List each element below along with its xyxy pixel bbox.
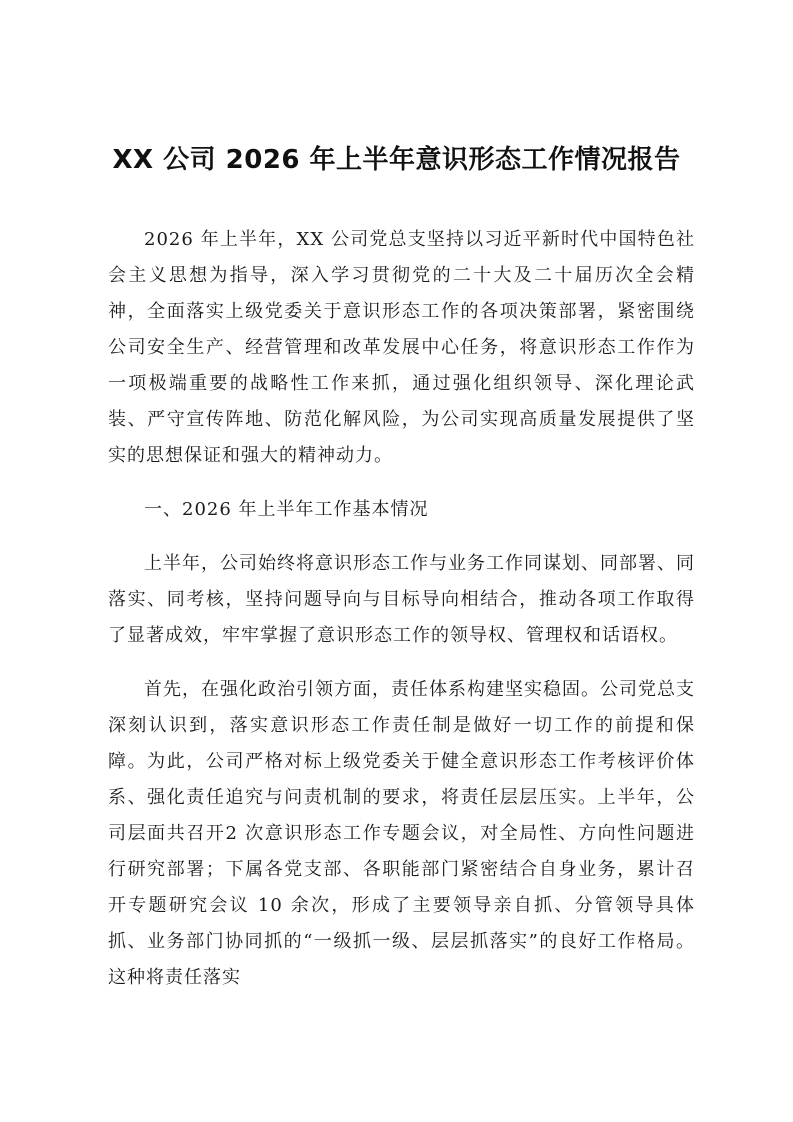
section-paragraph-2: 首先，在强化政治引领方面，责任体系构建坚实稳固。公司党总支深刻认识到，落实意识形态工作责任制是做好一切工作的前提和保障。为此，公司严格对标上级党委关于健全意识形态工作考核评价体系、强化责任追究与问责机制的要求，将责任层层压实。上半年，公司层面共召开2 次意识形态工作专题会议，对全局性、方向性问题进行研究部署；下属各党支部、各职能部门紧密结合自身业务，累计召开专题研究会议 10 余次，形成了主要领导亲自抓、分管领导具体抓、业务部门协同抓的“一级抓一级、层层抓落实”的良好工作格局。这种将责任落实 [108,679,695,988]
document-body [108,222,695,996]
section-heading: 一、2026 年上半年工作基本情况 [144,499,429,520]
section-paragraph-1: 上半年，公司始终将意识形态工作与业务工作同谋划、同部署、同落实、同考核，坚持问题导向与目标导向相结合，推动各项工作取得了显著成效，牢牢掌握了意识形态工作的领导权、管理权和话语权。 [108,553,695,646]
intro-paragraph: 2026 年上半年，XX 公司党总支坚持以习近平新时代中国特色社会主义思想为指导，深入学习贯彻党的二十大及二十届历次全会精神，全面落实上级党委关于意识形态工作的各项决策部署，紧密围绕公司安全生产、经营管理和改革发展中心任务，将意识形态工作作为一项极端重要的战略性工作来抓，通过强化组织领导、深化理论武装、严守宣传阵地、防范化解风险，为公司实现高质量发展提供了坚实的思想保证和强大的精神动力。 [108,229,695,466]
document-title: XX 公司 2026 年上半年意识形态工作情况报告 [112,145,681,175]
